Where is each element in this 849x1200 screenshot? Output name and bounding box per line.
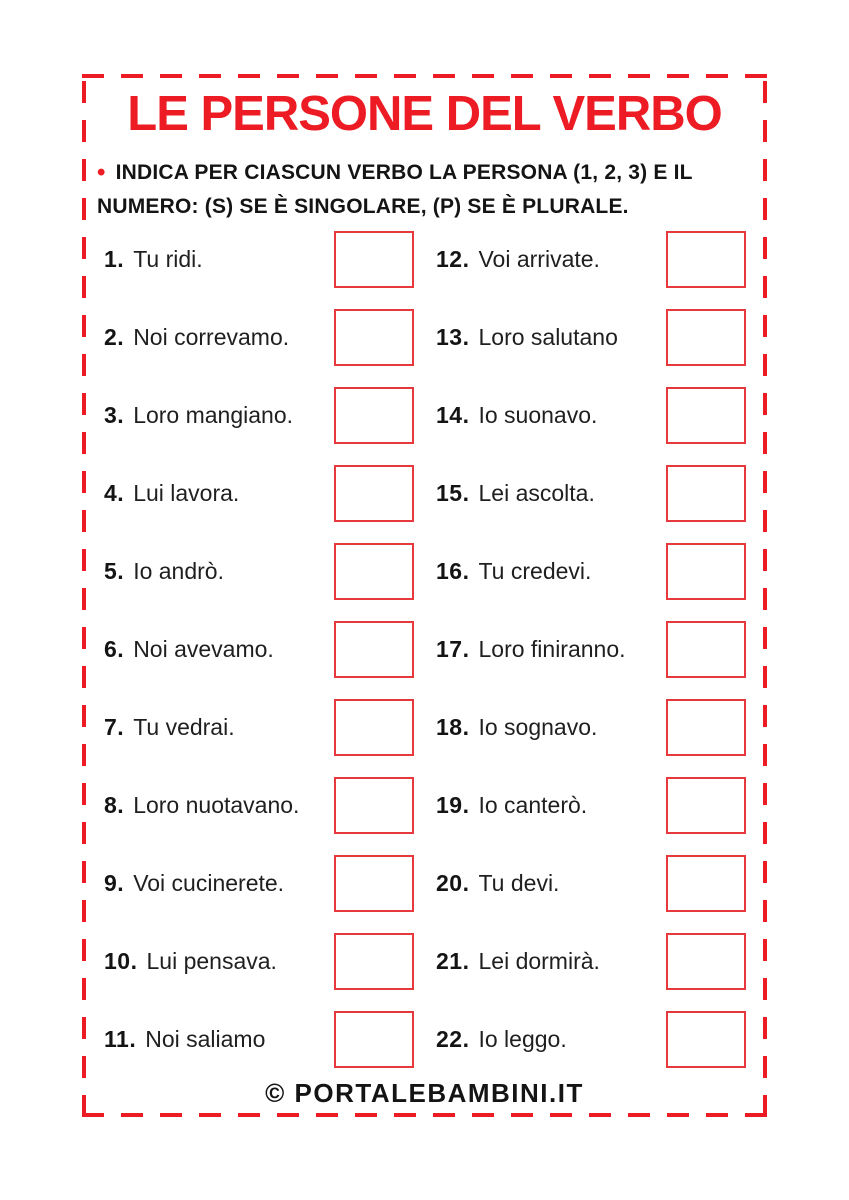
item-label (104, 870, 284, 897)
answer-box[interactable] (666, 1011, 746, 1068)
exercise-row (104, 844, 414, 922)
item-number: 9. (104, 869, 125, 896)
item-label (104, 246, 203, 273)
exercise-row (104, 1000, 414, 1078)
item-text: Lui pensava. (146, 947, 277, 974)
item-number: 21. (436, 947, 470, 974)
item-text: Lei dormirà. (478, 947, 600, 974)
exercise-row (436, 454, 746, 532)
item-label (436, 324, 618, 351)
item-text: Tu devi. (478, 869, 560, 896)
answer-box[interactable] (666, 309, 746, 366)
item-number: 7. (104, 713, 125, 740)
exercise-row (436, 1000, 746, 1078)
answer-box[interactable] (666, 231, 746, 288)
right-column (436, 220, 746, 1078)
item-label (436, 714, 597, 741)
answer-box[interactable] (334, 1011, 414, 1068)
instruction-text (97, 156, 693, 224)
exercise-columns (104, 220, 746, 1078)
item-label (104, 636, 274, 663)
item-label (436, 1026, 567, 1053)
answer-box[interactable] (666, 699, 746, 756)
item-label (436, 870, 559, 897)
item-label (436, 948, 600, 975)
answer-box[interactable] (334, 855, 414, 912)
item-number: 1. (104, 245, 125, 272)
exercise-row (436, 298, 746, 376)
item-text: Io andrò. (133, 557, 224, 584)
item-text: Lei ascolta. (478, 479, 595, 506)
item-text: Tu credevi. (478, 557, 592, 584)
exercise-row (436, 376, 746, 454)
item-number: 17. (436, 635, 470, 662)
item-number: 3. (104, 401, 125, 428)
exercise-row (104, 376, 414, 454)
item-label (436, 636, 626, 663)
item-label (436, 246, 600, 273)
item-number: 8. (104, 791, 125, 818)
item-label (104, 558, 224, 585)
item-label (436, 480, 595, 507)
answer-box[interactable] (334, 543, 414, 600)
item-text: Noi avevamo. (133, 635, 274, 662)
answer-box[interactable] (334, 465, 414, 522)
answer-box[interactable] (666, 543, 746, 600)
exercise-row (436, 220, 746, 298)
answer-box[interactable] (334, 309, 414, 366)
item-text: Tu vedrai. (133, 713, 235, 740)
left-column (104, 220, 414, 1078)
item-number: 16. (436, 557, 470, 584)
item-label (104, 948, 277, 975)
item-number: 19. (436, 791, 470, 818)
answer-box[interactable] (334, 387, 414, 444)
page-title: LE PERSONE DEL VERBO (127, 87, 722, 141)
item-label (104, 402, 293, 429)
answer-box[interactable] (334, 933, 414, 990)
exercise-row (104, 298, 414, 376)
item-text: Loro mangiano. (133, 401, 294, 428)
item-label (104, 714, 235, 741)
instruction-line-2: NUMERO: (S) SE È SINGOLARE, (P) SE È PLURALE. (97, 195, 629, 218)
item-number: 14. (436, 401, 470, 428)
answer-box[interactable] (666, 465, 746, 522)
exercise-row (104, 220, 414, 298)
item-number: 10. (104, 947, 138, 974)
exercise-row (104, 532, 414, 610)
item-label (104, 1026, 265, 1053)
item-text: Noi correvamo. (133, 323, 290, 350)
item-number: 12. (436, 245, 470, 272)
item-number: 11. (104, 1025, 137, 1052)
item-text: Loro nuotavano. (133, 791, 300, 818)
item-label (104, 792, 299, 819)
item-text: Tu ridi. (133, 245, 203, 272)
answer-box[interactable] (334, 777, 414, 834)
item-number: 13. (436, 323, 470, 350)
item-number: 22. (436, 1025, 470, 1052)
item-text: Voi arrivate. (478, 245, 600, 272)
answer-box[interactable] (666, 855, 746, 912)
answer-box[interactable] (334, 231, 414, 288)
answer-box[interactable] (334, 621, 414, 678)
exercise-row (104, 610, 414, 688)
exercise-row (436, 610, 746, 688)
footer-credit: © PORTALEBAMBINI.IT (265, 1078, 584, 1108)
item-number: 6. (104, 635, 125, 662)
bullet-icon: • (97, 159, 106, 186)
item-number: 20. (436, 869, 470, 896)
item-text: Loro finiranno. (478, 635, 626, 662)
item-number: 2. (104, 323, 125, 350)
item-text: Noi saliamo (145, 1025, 266, 1052)
item-text: Lui lavora. (133, 479, 240, 506)
item-number: 5. (104, 557, 125, 584)
item-text: Voi cucinerete. (133, 869, 285, 896)
exercise-row (104, 454, 414, 532)
item-number: 18. (436, 713, 470, 740)
instruction-line-1 (97, 156, 693, 190)
exercise-row (436, 532, 746, 610)
item-text: Io canterò. (478, 791, 588, 818)
exercise-row (104, 922, 414, 1000)
item-label (104, 480, 239, 507)
exercise-row (104, 688, 414, 766)
exercise-row (436, 766, 746, 844)
item-label (436, 402, 597, 429)
item-text: Loro salutano (478, 323, 618, 350)
item-number: 15. (436, 479, 470, 506)
answer-box[interactable] (666, 387, 746, 444)
item-text: Io leggo. (478, 1025, 567, 1052)
dashed-border-frame (82, 74, 767, 1117)
item-label (436, 792, 587, 819)
answer-box[interactable] (666, 933, 746, 990)
exercise-row (436, 922, 746, 1000)
exercise-row (436, 844, 746, 922)
instruction-line-1-text: INDICA PER CIASCUN VERBO LA PERSONA (1, 2, 3) E IL (115, 161, 693, 184)
exercise-row (104, 766, 414, 844)
answer-box[interactable] (666, 621, 746, 678)
item-label (104, 324, 289, 351)
exercise-row (436, 688, 746, 766)
item-number: 4. (104, 479, 125, 506)
answer-box[interactable] (666, 777, 746, 834)
item-label (436, 558, 591, 585)
answer-box[interactable] (334, 699, 414, 756)
item-text: Io suonavo. (478, 401, 598, 428)
item-text: Io sognavo. (478, 713, 598, 740)
